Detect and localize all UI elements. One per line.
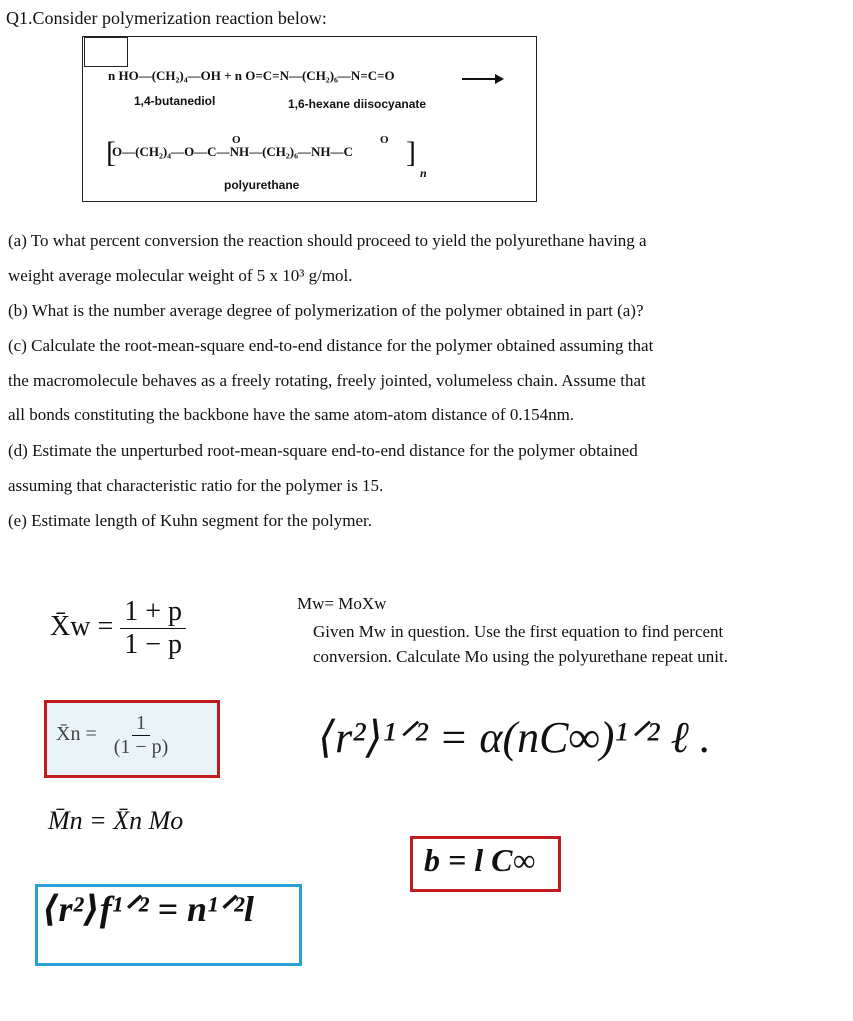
xw-numerator: 1 + p — [120, 596, 186, 629]
question-part-c-cont1: the macromolecule behaves as a freely rotating, freely jointed, volumeless chain. Assume that — [8, 371, 646, 390]
equation-mn: M̄n = X̄n Mo — [48, 806, 184, 835]
scheme-inner-box — [84, 37, 128, 67]
reaction-scheme-box — [82, 36, 537, 202]
equation-xw — [50, 596, 186, 661]
product-structure: O—(CH₂)₄—O—C—NH—(CH₂)₆—NH—C — [112, 144, 353, 159]
xw-lhs: X̄w = — [50, 610, 114, 642]
reaction-arrow-icon — [462, 78, 502, 80]
equation-rf: ⟨r²⟩f¹ᐟ² = n¹ᐟ²l — [42, 889, 254, 929]
xn-denominator: (1 − p) — [113, 736, 169, 758]
question-part-c: (c) Calculate the root-mean-square end-to-end distance for the polymer obtained assuming that — [8, 336, 654, 355]
xn-lhs: X̄n = — [56, 723, 97, 746]
right-bracket-icon: ] — [406, 136, 416, 169]
left-bracket-icon: [ — [106, 136, 116, 169]
equation-kuhn-length: b = l C∞ — [424, 842, 536, 878]
equation-xn — [56, 712, 168, 759]
given-note-line2: conversion. Calculate Mo using the polyurethane repeat unit. — [313, 647, 728, 666]
mw-formula: Mw= MoXw — [297, 594, 387, 613]
question-part-d-cont: assuming that characteristic ratio for the polymer is 15. — [8, 476, 384, 495]
question-part-c-cont2: all bonds constituting the backbone have the same atom-atom distance of 0.154nm. — [8, 405, 575, 424]
xn-numerator: 1 — [132, 712, 150, 736]
xw-denominator: 1 − p — [124, 629, 183, 660]
question-part-b: (b) What is the number average degree of polymerization of the polymer obtained in part (a)? — [8, 301, 644, 320]
given-note-line1: Given Mw in question. Use the first equation to find percent — [313, 622, 724, 641]
equation-r2-characteristic-ratio: ⟨r²⟩¹ᐟ² = α(nC∞)¹ᐟ² ℓ . — [318, 713, 711, 762]
question-part-e: (e) Estimate length of Kuhn segment for the polymer. — [8, 511, 372, 530]
reaction-equation: n HO—(CH₂)₄—OH + n O=C=N—(CH₂)₆—N=C=O — [108, 68, 395, 83]
question-title: Q1.Consider polymerization reaction below: — [6, 8, 327, 28]
reactant2-label: 1,6-hexane diisocyanate — [288, 97, 427, 111]
reactant1-label: 1,4-butanediol — [134, 94, 216, 108]
product-label: polyurethane — [224, 178, 300, 192]
question-part-a-cont: weight average molecular weight of 5 x 10³ g/mol. — [8, 266, 353, 285]
question-part-d: (d) Estimate the unperturbed root-mean-square end-to-end distance for the polymer obtained — [8, 441, 638, 460]
question-part-a: (a) To what percent conversion the reaction should proceed to yield the polyurethane having a — [8, 231, 647, 250]
